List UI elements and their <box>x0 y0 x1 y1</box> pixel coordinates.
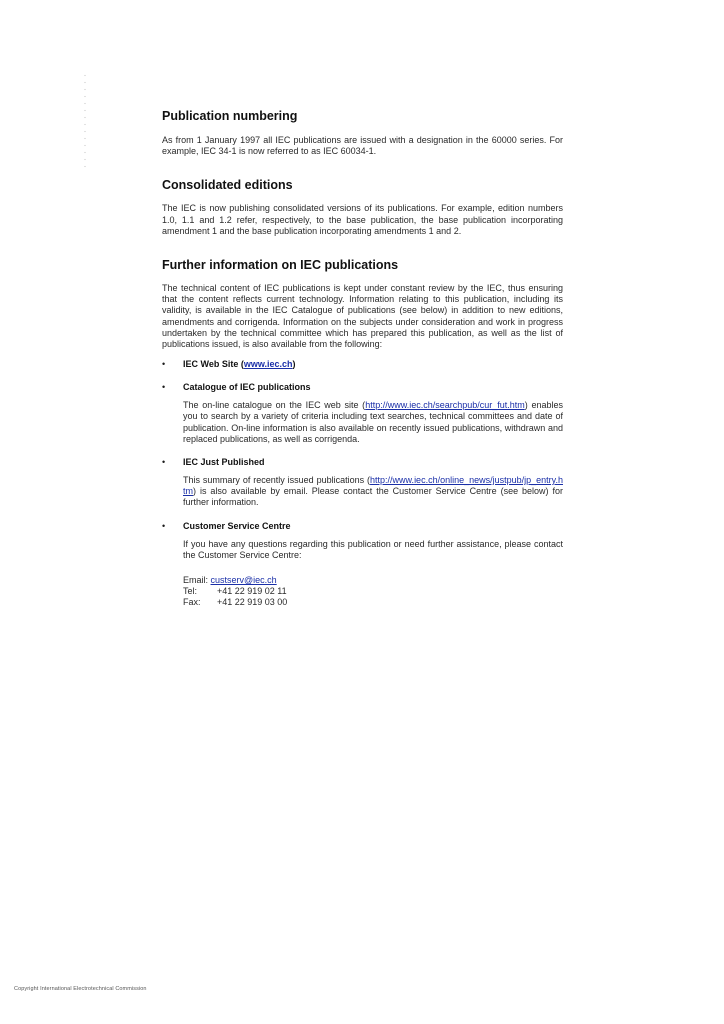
content-column <box>162 108 563 621</box>
link-iec-website[interactable]: www.iec.ch <box>243 359 293 370</box>
paragraph-catalogue: The on-line catalogue on the IEC web site (http://www.iec.ch/searchpub/cur_fut.htm) enables you to search by a variety of criteria including text searches, technical committees and date of publication. On-line information is also available on recently issued publications, withdrawn and replaced publications, as well as corrigenda. <box>183 400 563 444</box>
bullet-title-web-site: IEC Web Site (www.iec.ch) <box>183 359 296 370</box>
list-item-catalogue <box>162 382 563 445</box>
list-item-customer-service <box>162 521 563 609</box>
bullet-title-customer-service: Customer Service Centre <box>183 520 291 531</box>
link-just-published[interactable]: http://www.iec.ch/online_news/justpub/jp_entry.htm <box>183 475 563 497</box>
contact-email-row: Email: custserv@iec.ch <box>183 575 277 586</box>
contact-fax-row: Fax: +41 22 919 03 00 <box>183 597 288 608</box>
heading-consolidated-editions: Consolidated editions <box>162 178 293 193</box>
bullet-icon: • <box>162 382 166 393</box>
copyright-footer: Copyright International Electrotechnical Commission <box>14 986 147 992</box>
contact-tel-row: Tel: +41 22 919 02 11 <box>183 586 287 597</box>
link-email[interactable]: custserv@iec.ch <box>210 575 277 586</box>
bullet-title-catalogue: Catalogue of IEC publications <box>183 382 311 393</box>
heading-publication-numbering: Publication numbering <box>162 109 298 123</box>
bullet-icon: • <box>162 457 166 468</box>
list-item-web-site <box>162 359 563 370</box>
contact-details <box>183 575 563 609</box>
publication-sources-list <box>162 359 563 608</box>
paragraph-consolidated-editions: The IEC is now publishing consolidated versions of its publications. For example, edition numbers 1.0, 1.1 and 1.2 refer, respectively, to the base publication, the base publication incorporating amendment 1 and the base publication incorporating amendments 1 and 2. <box>162 203 563 236</box>
link-catalogue[interactable]: http://www.iec.ch/searchpub/cur_fut.htm <box>365 400 525 411</box>
list-item-just-published <box>162 457 563 509</box>
paragraph-customer-service: If you have any questions regarding this publication or need further assistance, please contact the Customer Service Centre: <box>183 538 563 560</box>
paragraph-further-information: The technical content of IEC publications is kept under constant review by the IEC, thus ensuring that the content reflects current technology. Information relating to this publication, including its validity, is available in the IEC Catalogue of publications (see below) in addition to new editions, amendments and corrigenda. Information on the subjects under consideration and work in progress undertaken by the technical committee which has prepared this publication, as well as the list of publications issued, is also available from the following: <box>162 283 563 350</box>
bullet-icon: • <box>162 520 166 531</box>
heading-further-information: Further information on IEC publications <box>162 258 399 273</box>
bullet-icon: • <box>162 359 166 370</box>
margin-dots <box>84 72 86 172</box>
paragraph-publication-numbering: As from 1 January 1997 all IEC publications are issued with a designation in the 60000 series. For example, IEC 34-1 is now referred to as IEC 60034-1. <box>162 135 563 157</box>
bullet-title-just-published: IEC Just Published <box>183 457 265 468</box>
paragraph-just-published: This summary of recently issued publications (http://www.iec.ch/online_news/justpub/jp_entry.htm) is also available by email. Please contact the Customer Service Centre (see below) for further information. <box>183 475 563 508</box>
